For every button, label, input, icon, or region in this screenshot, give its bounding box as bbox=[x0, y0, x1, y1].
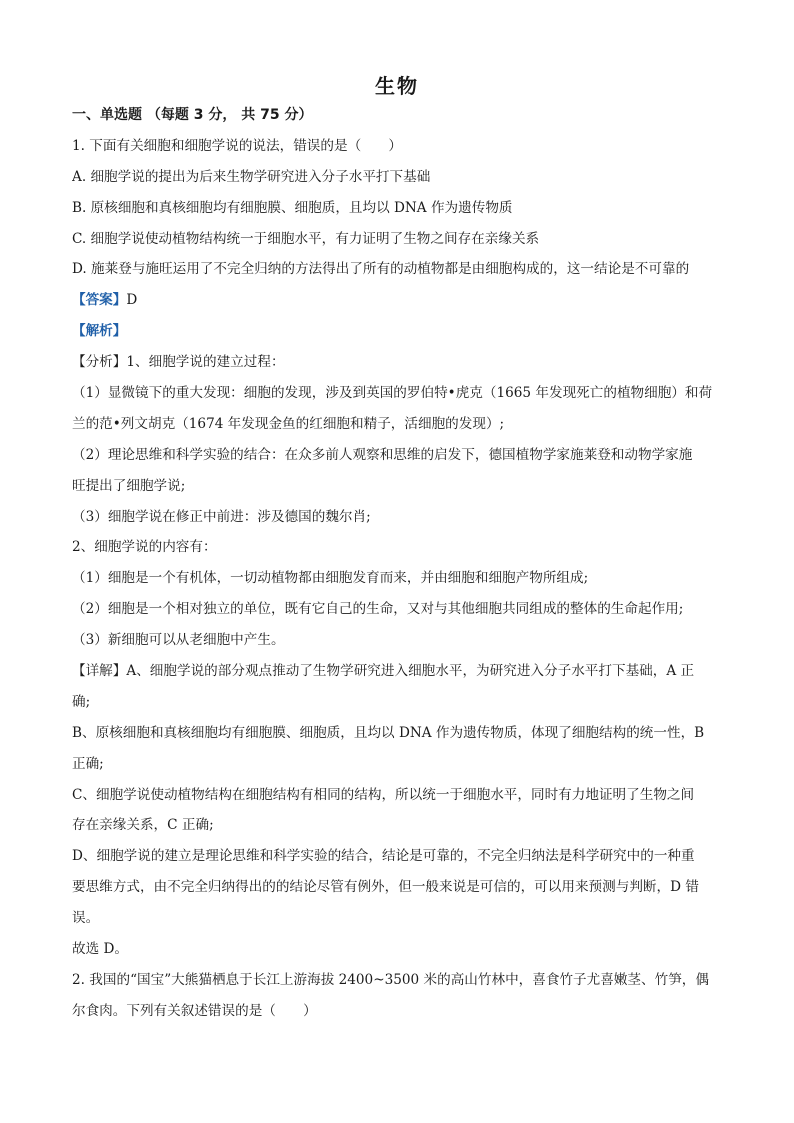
detail-line-a1 bbox=[72, 656, 732, 687]
detail-line-d3: 误。 bbox=[72, 910, 100, 927]
analysis-tag: 【解析】 bbox=[72, 323, 127, 340]
answer-line bbox=[72, 285, 732, 316]
analysis-lead-tag: 【分析】 bbox=[72, 354, 127, 371]
question-1-option-a: A. 细胞学说的提出为后来生物学研究进入分子水平打下基础 bbox=[72, 168, 431, 185]
question-1-option-d: D. 施莱登与施旺运用了不完全归纳的方法得出了所有的动植物都是由细胞构成的，这一结论是不可靠的 bbox=[72, 261, 690, 278]
content-heading: 2、细胞学说的内容有： bbox=[72, 539, 217, 556]
detail-tag: 【详解】 bbox=[72, 663, 127, 680]
analysis-lead-line bbox=[72, 347, 732, 378]
detail-line-b1: B、原核细胞和真核细胞均有细胞膜、细胞质，且均以 DNA 作为遗传物质，体现了细胞结构的统一性，B bbox=[72, 724, 705, 741]
detail-line-d2: 要思维方式，由不完全归纳得出的的结论尽管有例外，但一般来说是可信的，可以用来预测与判断，D 错 bbox=[72, 879, 699, 896]
analysis-item-1b: 兰的范•列文胡克（1674 年发现金鱼的红细胞和精子，活细胞的发现）; bbox=[72, 415, 505, 432]
answer-value: D bbox=[126, 292, 138, 309]
detail-line-b2: 正确; bbox=[72, 755, 104, 772]
question-2-stem-line-2: 尔食肉。下列有关叙述错误的是（ ） bbox=[72, 1002, 317, 1019]
analysis-item-3: （3）细胞学说在修正中前进：涉及德国的魏尔肖; bbox=[72, 508, 371, 525]
analysis-item-2b: 旺提出了细胞学说; bbox=[72, 477, 186, 494]
content-item-3: （3）新细胞可以从老细胞中产生。 bbox=[72, 632, 285, 649]
content-item-1: （1）细胞是一个有机体，一切动植物都由细胞发育而来，并由细胞和细胞产物所组成; bbox=[72, 570, 589, 587]
question-1-stem: 1. 下面有关细胞和细胞学说的说法，错误的是（ ） bbox=[72, 137, 402, 154]
detail-line-c2: 存在亲缘关系，C 正确; bbox=[72, 817, 214, 834]
question-1-option-c: C. 细胞学说使动植物结构统一于细胞水平，有力证明了生物之间存在亲缘关系 bbox=[72, 230, 540, 247]
answer-tag: 【答案】 bbox=[72, 292, 127, 309]
question-1-option-b: B. 原核细胞和真核细胞均有细胞膜、细胞质，且均以 DNA 作为遗传物质 bbox=[72, 199, 513, 216]
content-item-2: （2）细胞是一个相对独立的单位，既有它自己的生命，又对与其他细胞共同组成的整体的生命起作用; bbox=[72, 601, 684, 618]
analysis-item-2a: （2）理论思维和科学实验的结合：在众多前人观察和思维的启发下，德国植物学家施莱登和动物学家施 bbox=[72, 446, 693, 463]
detail-line-c1: C、细胞学说使动植物结构在细胞结构有相同的结构，所以统一于细胞水平，同时有力地证明了生物之间 bbox=[72, 786, 695, 803]
analysis-item-1a: （1）显微镜下的重大发现：细胞的发现，涉及到英国的罗伯特•虎克（1665 年发现死亡的植物细胞）和荷 bbox=[72, 385, 713, 402]
analysis-line bbox=[72, 316, 732, 347]
detail-a1-text: A、细胞学说的部分观点推动了生物学研究进入细胞水平，为研究进入分子水平打下基础，A 正 bbox=[126, 663, 695, 680]
section-header: 一、单选题 （每题 3 分， 共 75 分） bbox=[72, 107, 313, 123]
conclusion-line: 故选 D。 bbox=[72, 941, 129, 958]
detail-line-a2: 确; bbox=[72, 693, 91, 710]
detail-line-d1: D、细胞学说的建立是理论思维和科学实验的结合，结论是可靠的，不完全归纳法是科学研究中的一种重 bbox=[72, 848, 695, 865]
question-2-stem-line-1: 2. 我国的“国宝”大熊猫栖息于长江上游海拔 2400~3500 米的高山竹林中，喜食竹子尤喜嫩茎、竹笋，偶 bbox=[72, 971, 709, 988]
analysis-lead-text: 1、细胞学说的建立过程： bbox=[126, 354, 285, 371]
document-body bbox=[72, 100, 732, 1027]
page-title: 生物 bbox=[375, 74, 419, 98]
